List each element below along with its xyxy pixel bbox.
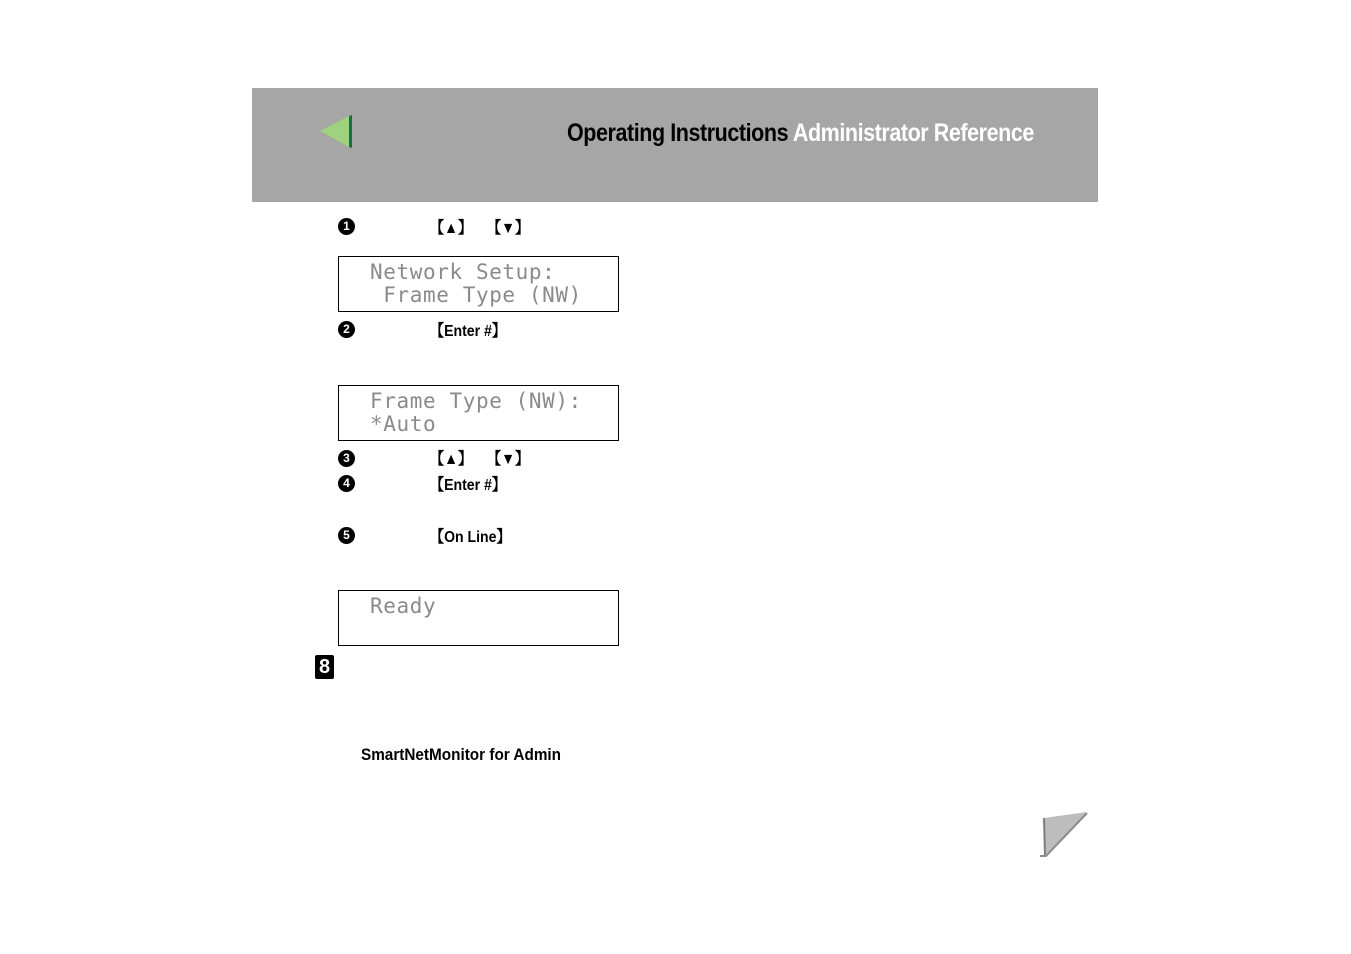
up-key-label: 【▲】 xyxy=(430,220,473,237)
lcd-display-frame-type xyxy=(338,385,619,441)
enter-key-label: 【Enter #】 xyxy=(430,323,506,340)
lcd-line-2: Frame Type (NW) xyxy=(370,283,582,307)
enter-key-label: 【Enter #】 xyxy=(430,477,506,494)
step-number-4: 4 xyxy=(338,475,355,492)
previous-page-arrow-icon[interactable] xyxy=(319,114,355,150)
down-key-label: 【▼】 xyxy=(487,451,530,468)
online-key-label: 【On Line】 xyxy=(430,529,511,546)
chapter-tab: 8 xyxy=(315,655,334,679)
manual-title: Operating Instructions xyxy=(567,119,789,147)
up-key-label: 【▲】 xyxy=(430,451,473,468)
lcd-line-2: *Auto xyxy=(370,412,437,436)
step-number-2: 2 xyxy=(338,321,355,338)
lcd-line-1: Network Setup: xyxy=(370,260,556,284)
lcd-display-ready xyxy=(338,590,619,646)
lcd-line-1: Frame Type (NW): xyxy=(370,389,582,413)
related-tool-reference: SmartNetMonitor for Admin xyxy=(361,745,562,764)
step-number-5: 5 xyxy=(338,527,355,544)
down-key-label: 【▼】 xyxy=(487,220,530,237)
manual-subtitle: Administrator Reference xyxy=(792,119,1034,147)
lcd-line-1: Ready xyxy=(370,594,437,618)
page-title xyxy=(567,119,1034,148)
step-number-3: 3 xyxy=(338,450,355,467)
step-number-1: 1 xyxy=(338,218,355,235)
next-page-corner-icon[interactable] xyxy=(1040,812,1088,858)
lcd-display-network-setup xyxy=(338,256,619,312)
